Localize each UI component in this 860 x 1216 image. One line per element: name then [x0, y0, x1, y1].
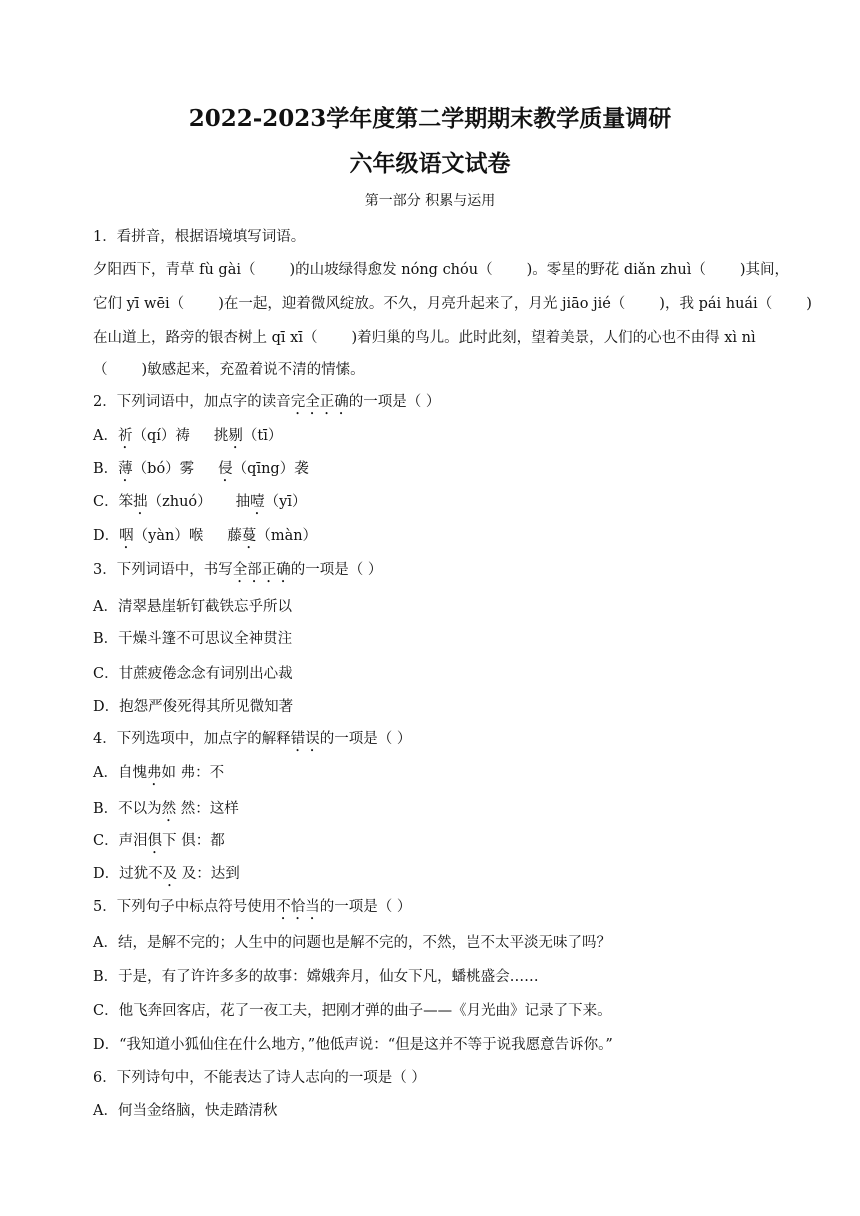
q1-passage-line2: 它们 yī wēi（ )在一起，迎着微风绽放。不久，月亮升起来了，月光 jiāo jié（ )，我 pái huái（ ) [93, 296, 812, 312]
exam-subtitle: 六年级语文试卷 [349, 150, 511, 177]
q6-option-a: A．何当金络脑，快走踏清秋 [93, 1103, 278, 1119]
q3-option-a: A．清翠悬崖斩钉截铁忘乎所以 [93, 599, 292, 615]
q6-stem: 6．下列诗句中，不能表达了诗人志向的一项是（ ） [93, 1070, 426, 1086]
q2-option-a: A．祈（qí）祷 挑剔（tī） [93, 428, 283, 444]
q5-option-c: C．他飞奔回客店，花了一夜工夫，把刚才弹的曲子——《月光曲》记录了下来。 [93, 1003, 612, 1019]
q5-option-a: A．结，是解不完的；人生中的问题也是解不完的，不然，岂不太平淡无味了吗？ [93, 935, 611, 951]
q5-option-d: D．“我知道小狐仙住在什么地方，”他低声说：“但是这并不等于说我愿意告诉你。” [93, 1037, 613, 1053]
q4-stem: 4．下列选项中，加点字的解释错误的一项是（ ） [93, 731, 412, 747]
q3-option-c: C．甘蔗疲倦念念有词别出心裁 [93, 666, 293, 682]
q1-stem: 1．看拼音，根据语境填写词语。 [93, 229, 306, 245]
q4-option-b: B．不以为然 然：这样 [93, 801, 239, 817]
q2-option-b: B．薄（bó）雾 侵（qīng）袭 [93, 461, 309, 477]
q4-option-d: D．过犹不及 及：达到 [93, 866, 240, 882]
q5-option-b: B．于是，有了许许多多的故事：嫦娥奔月，仙女下凡，蟠桃盛会…… [93, 969, 539, 985]
section-heading: 第一部分 积累与运用 [364, 193, 496, 209]
q5-stem: 5．下列句子中标点符号使用不恰当的一项是（ ） [93, 899, 412, 915]
q2-option-c: C．笨拙（zhuó） 抽噎（yī） [93, 494, 307, 510]
exam-title: 2022-2023学年度第二学期期末教学质量调研 [188, 105, 672, 132]
q4-option-c: C．声泪俱下 俱：都 [93, 833, 225, 849]
q2-option-d: D．咽（yàn）喉 藤蔓（màn） [93, 528, 318, 544]
q3-option-b: B．干燥斗篷不可思议全神贯注 [93, 631, 293, 647]
q3-stem: 3．下列词语中，书写全部正确的一项是（ ） [93, 562, 383, 578]
q4-option-a: A．自愧弗如 弗：不 [93, 765, 225, 781]
q1-passage-line1: 夕阳西下，青草 fù gài（ )的山坡绿得愈发 nóng chóu（ )。零星的野花 diǎn zhuì（ )其间， [93, 262, 789, 278]
q1-passage-line4: （ )敏感起来，充盈着说不清的情愫。 [93, 362, 365, 378]
q3-option-d: D．抱怨严俊死得其所见微知著 [93, 699, 294, 715]
q1-passage-line3: 在山道上，路旁的银杏树上 qī xī（ )着归巢的鸟儿。此时此刻，望着美景，人们的心也不由得 xì nì [93, 330, 756, 346]
q2-stem: 2．下列词语中，加点字的读音完全正确的一项是（ ） [93, 394, 441, 410]
